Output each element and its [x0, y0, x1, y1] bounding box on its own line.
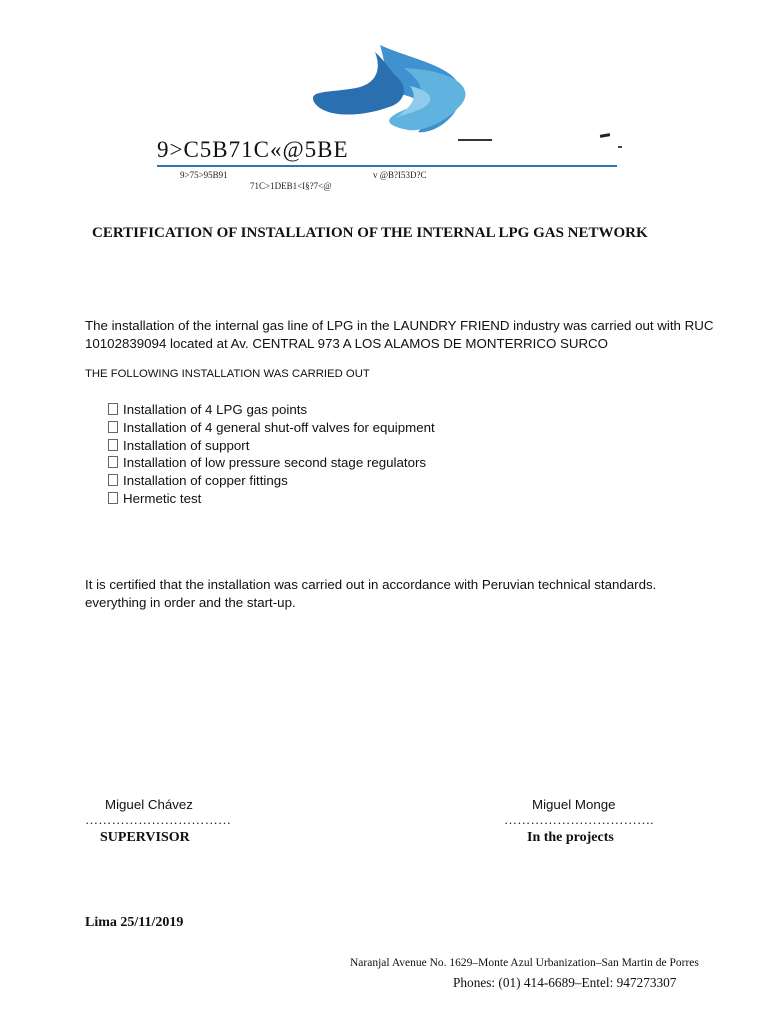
list-item-text: Hermetic test [123, 490, 202, 506]
installation-heading: THE FOLLOWING INSTALLATION WAS CARRIED OUT [85, 368, 370, 380]
list-item [108, 454, 435, 472]
signatory-name-right: Miguel Monge [532, 797, 616, 812]
installation-list [108, 401, 435, 508]
document-title: CERTIFICATION OF INSTALLATION OF THE INTERNAL LPG GAS NETWORK [92, 225, 648, 241]
footer-address: Naranjal Avenue No. 1629–Monte Azul Urbanization–San Martin de Porres [350, 957, 699, 969]
list-item [108, 472, 435, 490]
list-item [108, 490, 435, 508]
signature-line-left: …………………………… [85, 812, 232, 827]
list-item [108, 401, 435, 419]
place-date: Lima 25/11/2019 [85, 915, 184, 930]
brand-subtitle: 71C>1DEB1<I§?7<@ [250, 181, 332, 191]
checkbox-glyph-icon [108, 439, 118, 451]
brand-underline [157, 165, 617, 167]
logo-dash [618, 146, 622, 148]
brand-subtitle: v @B?I53D?C [373, 170, 427, 180]
list-item-text: Installation of low pressure second stage regulators [123, 455, 427, 471]
company-logo [300, 40, 480, 140]
checkbox-glyph-icon [108, 456, 118, 468]
checkbox-glyph-icon [108, 474, 118, 486]
certification-paragraph: It is certified that the installation was carried out in accordance with Peruvian technical standards. everything in order and the start-up. [85, 577, 657, 610]
list-item-text: Installation of 4 LPG gas points [123, 402, 308, 417]
checkbox-glyph-icon [108, 492, 118, 504]
checkbox-glyph-icon [108, 421, 118, 433]
list-item [108, 419, 435, 437]
brand-subtitle: 9>75>95B91 [180, 170, 228, 180]
signatory-role-right: In the projects [527, 830, 614, 845]
brand-name: 9>C5B71C«@5BE [157, 137, 349, 162]
logo-dash [600, 133, 610, 138]
list-item-text: Installation of support [123, 437, 250, 453]
intro-paragraph: The installation of the internal gas line of LPG in the LAUNDRY FRIEND industry was carried out with RUC 10102839094 located at Av. CENTRAL 973 A LOS ALAMOS DE MONTERRICO SURCO [85, 318, 714, 351]
signatory-name-left: Miguel Chávez [105, 797, 193, 812]
signatory-role-left: SUPERVISOR [100, 830, 190, 845]
list-item-text: Installation of copper fittings [123, 473, 288, 489]
list-item-text: Installation of 4 general shut-off valves for equipment [123, 419, 435, 435]
list-item [108, 437, 435, 455]
logo-dash [458, 139, 492, 141]
footer-phones: Phones: (01) 414-6689–Entel: 947273307 [453, 975, 677, 990]
signature-line-right: ……………………………. [504, 812, 654, 827]
checkbox-glyph-icon [108, 403, 118, 415]
